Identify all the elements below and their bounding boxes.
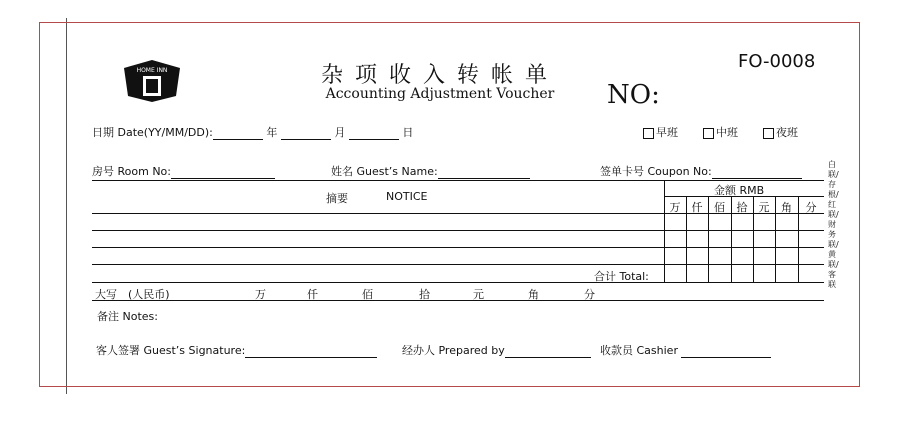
unit-jiao: 角 (781, 201, 792, 214)
title-chinese: 杂项收入转帐单 (320, 63, 559, 88)
capital-wan: 万 (255, 288, 266, 301)
unit-shi: 拾 (736, 201, 748, 214)
summary-label-en: NOTICE (386, 190, 428, 203)
unit-yuan: 元 (758, 201, 770, 214)
capital-yuan: 元 (473, 288, 484, 301)
date-row (92, 124, 413, 140)
coupon-field[interactable] (712, 167, 802, 179)
night-shift-checkbox[interactable] (763, 128, 774, 139)
guest-signature-field[interactable] (245, 346, 377, 358)
date-label: 日期 Date(YY/MM/DD): (92, 126, 213, 139)
table-row-line-3 (92, 264, 824, 265)
table-row-line-2 (92, 247, 824, 248)
room-field[interactable] (171, 167, 275, 179)
month-label: 月 (334, 126, 346, 139)
shift-options (643, 124, 798, 140)
guest-name-label: 姓名 Guest’s Name: (331, 165, 438, 178)
amount-left-border (664, 180, 665, 282)
guest-signature-row (96, 342, 377, 358)
capital-bai: 佰 (362, 288, 373, 301)
month-field[interactable] (281, 128, 331, 140)
guest-row (331, 163, 530, 179)
cashier-row (600, 342, 771, 358)
middle-shift-checkbox[interactable] (703, 128, 714, 139)
guest-signature-label: 客人签署 Guest’s Signature: (96, 344, 246, 357)
year-label: 年 (266, 126, 278, 139)
capital-label: 大写 (人民币) (95, 288, 170, 301)
morning-shift-label: 早班 (656, 126, 678, 139)
unit-bai: 佰 (714, 201, 725, 214)
voucher-no-label: NO: (607, 80, 660, 110)
room-label: 房号 Room No: (92, 165, 171, 178)
prepared-by-row (402, 342, 591, 358)
amount-header: 金额 RMB (714, 184, 765, 197)
table-bottom-line (92, 282, 824, 283)
unit-fen: 分 (805, 201, 817, 214)
total-label: 合计 Total: (594, 270, 649, 283)
cashier-label: 收款员 Cashier (600, 344, 678, 357)
amount-units (664, 199, 824, 215)
year-field[interactable] (213, 128, 263, 140)
capital-qian: 仟 (307, 288, 318, 301)
summary-label-cn: 摘要 (326, 192, 348, 205)
unit-qian: 仟 (691, 201, 703, 214)
logo-text: HOME INN (136, 67, 168, 74)
capital-fen: 分 (584, 288, 595, 301)
table-row-line-1 (92, 230, 824, 231)
coupon-label: 签单卡号 Coupon No: (600, 165, 712, 178)
title-english: Accounting Adjustment Voucher (325, 86, 555, 102)
home-inn-logo (118, 56, 186, 104)
notes-label: 备注 Notes: (97, 310, 158, 323)
table-top-line (92, 180, 824, 181)
morning-shift-checkbox[interactable] (643, 128, 654, 139)
capital-jiao: 角 (528, 288, 539, 301)
night-shift-label: 夜班 (776, 126, 798, 139)
form-number: FO-0008 (738, 51, 816, 72)
middle-shift-label: 中班 (716, 126, 738, 139)
copies-legend: 白联/存根/红联/财务联/黄联/客联 (828, 160, 839, 289)
guest-name-field[interactable] (438, 167, 530, 179)
day-label: 日 (402, 126, 414, 139)
prepared-by-label: 经办人 Prepared by (402, 344, 505, 357)
prepared-by-field[interactable] (505, 346, 591, 358)
unit-wan: 万 (669, 201, 681, 214)
day-field[interactable] (349, 128, 399, 140)
capital-shi: 拾 (419, 288, 430, 301)
coupon-row (600, 163, 802, 179)
room-row (92, 163, 275, 179)
capital-row-line (92, 300, 824, 301)
cashier-field[interactable] (681, 346, 771, 358)
